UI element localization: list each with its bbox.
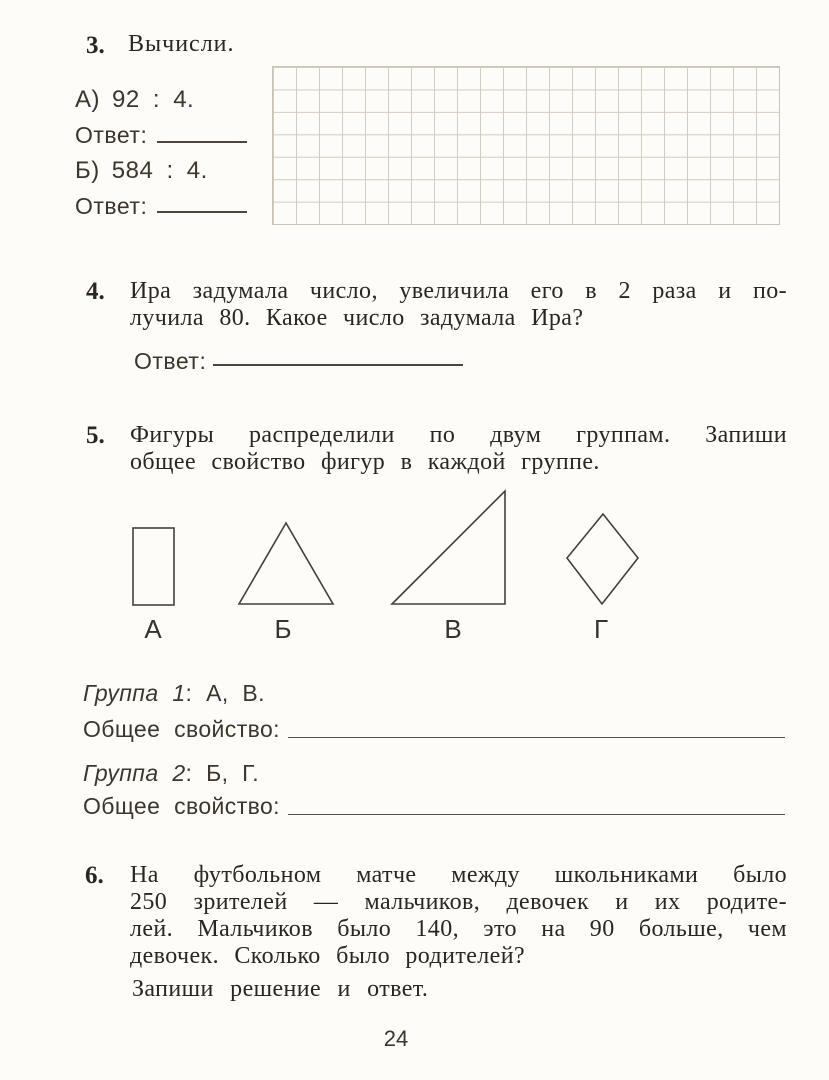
shape-triangle-right xyxy=(390,489,508,607)
group1-property-line[interactable] xyxy=(288,737,785,738)
task4-answer-line[interactable] xyxy=(213,364,463,366)
shape-rectangle xyxy=(131,526,176,607)
group1-row xyxy=(83,680,265,707)
working-grid[interactable] xyxy=(272,66,780,225)
item-b-label: Б) xyxy=(75,157,100,184)
group2-property-line[interactable] xyxy=(288,814,785,815)
shape-label-g: Г xyxy=(593,614,609,644)
task6-text-line1: На футбольном матче между школьниками было xyxy=(130,862,787,888)
task5-text-line2: общее свойство фигур в каждой группе. xyxy=(130,449,600,475)
group1-name: Группа 1 xyxy=(83,680,186,706)
task6-text-line3: лей. Мальчиков было 140, это на 90 больше, чем xyxy=(130,916,787,942)
task3-item-b xyxy=(75,157,208,185)
item-b-expression: 584 : 4. xyxy=(111,157,208,184)
shape-rhombus xyxy=(565,512,641,607)
task6-text-line4: девочек. Сколько было родителей? xyxy=(130,943,526,969)
task3-number: 3. xyxy=(86,32,105,59)
group1-property-label: Общее свойство: xyxy=(83,716,280,742)
item-a-expression: 92 : 4. xyxy=(112,86,195,113)
task4-answer-label: Ответ: xyxy=(134,348,207,374)
item-a-label: А) xyxy=(75,86,100,113)
group2-property-label: Общее свойство: xyxy=(83,793,280,819)
group2-name: Группа 2 xyxy=(83,760,186,786)
task6-number: 6. xyxy=(85,862,104,889)
group1-members: : А, В. xyxy=(185,680,265,706)
task6-text-line2: 250 зрителей — мальчиков, девочек и их родите- xyxy=(130,889,787,915)
task3-title: Вычисли. xyxy=(128,31,235,57)
shape-triangle-isosceles xyxy=(237,521,336,607)
task3-answer-b-line[interactable] xyxy=(157,211,247,213)
task5-text-line1: Фигуры распределили по двум группам. Запиши xyxy=(130,422,787,448)
task3-item-a xyxy=(75,86,194,114)
task3-answer-a-label: Ответ: xyxy=(75,122,148,148)
group2-row xyxy=(83,760,259,787)
shape-label-b: Б xyxy=(274,614,292,644)
task3-answer-b-label: Ответ: xyxy=(75,193,148,219)
task6-instruction: Запиши решение и ответ. xyxy=(132,976,429,1002)
task4-text-line2: лучила 80. Какое число задумала Ира? xyxy=(130,305,584,331)
task4-number: 4. xyxy=(86,278,105,305)
group2-members: : Б, Г. xyxy=(185,760,260,786)
task3-answer-a-line[interactable] xyxy=(157,141,247,143)
shape-label-a: А xyxy=(144,614,162,644)
page-number: 24 xyxy=(383,1026,409,1051)
task4-text-line1: Ира задумала число, увеличила его в 2 раза и по- xyxy=(130,278,787,304)
shape-label-v: В xyxy=(444,614,462,644)
task5-number: 5. xyxy=(86,422,105,449)
